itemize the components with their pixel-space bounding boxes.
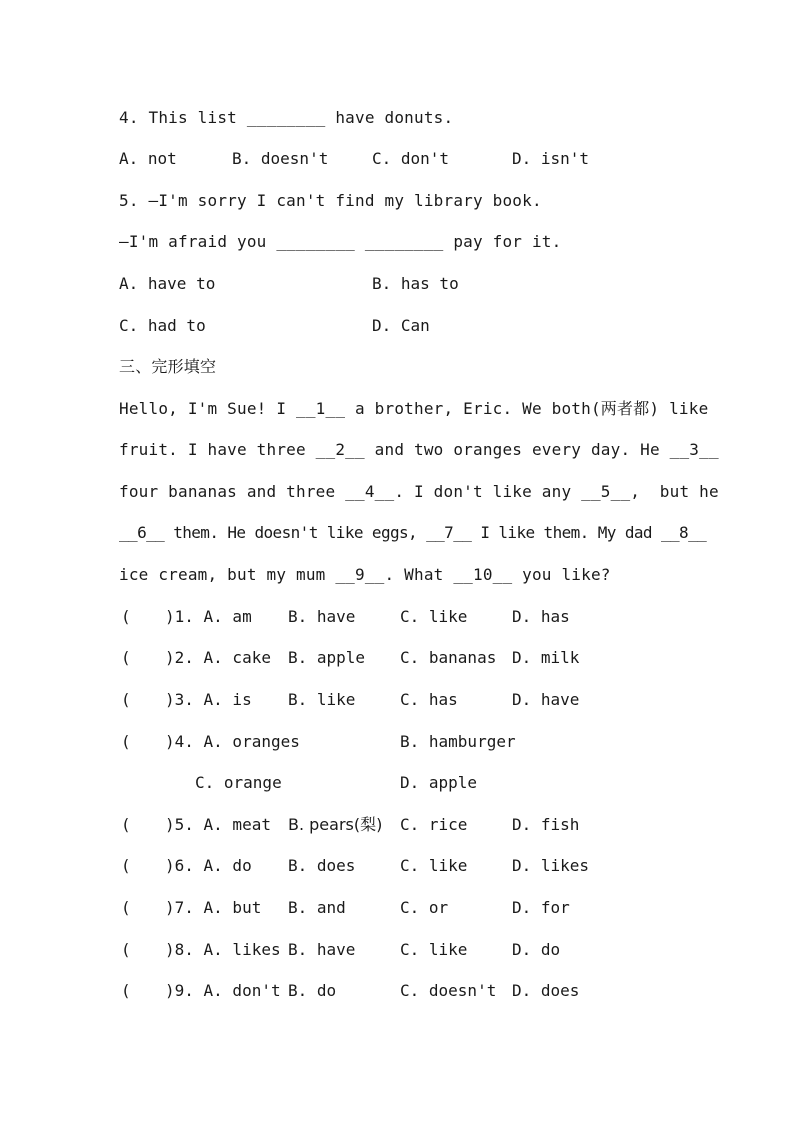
q4-option-b: B. doesn't: [232, 149, 329, 168]
item-8-option-c: C. like: [400, 940, 468, 959]
question-5-stem-2: —I'm afraid you ________ ________ pay for it.: [119, 232, 562, 251]
item-2-paren: (: [121, 648, 131, 667]
question-4-stem: 4. This list ________ have donuts.: [119, 108, 454, 127]
question-5-stem: 5. —I'm sorry I can't find my library book.: [119, 191, 542, 210]
item-8-paren: (: [121, 940, 131, 959]
item-1-option-b: B. have: [288, 607, 356, 626]
item-4-option-d: D. apple: [400, 773, 478, 792]
item-5-paren: (: [121, 815, 131, 834]
item-2-option-a: )2. A. cake: [165, 648, 271, 667]
item-7-option-c: C. or: [400, 898, 449, 917]
item-6-paren: (: [121, 856, 131, 875]
item-9-option-a: )9. A. don't: [165, 981, 281, 1000]
passage-line-3: four bananas and three __4__. I don't like any __5__, but he: [119, 482, 719, 501]
item-9-paren: (: [121, 981, 131, 1000]
q5-option-c: C. had to: [119, 316, 206, 335]
item-2-option-d: D. milk: [512, 648, 580, 667]
item-4-option-b: B. hamburger: [400, 732, 516, 751]
item-6-option-d: D. likes: [512, 856, 590, 875]
item-4-option-a: )4. A. oranges: [165, 732, 300, 751]
item-5-option-c: C. rice: [400, 815, 468, 834]
item-8-option-d: D. do: [512, 940, 561, 959]
item-6-option-c: C. like: [400, 856, 468, 875]
item-9-option-d: D. does: [512, 981, 580, 1000]
section-3-title: 三、完形填空: [119, 357, 217, 376]
q5-option-a: A. have to: [119, 274, 216, 293]
item-2-option-b: B. apple: [288, 648, 366, 667]
item-1-paren: (: [121, 607, 131, 626]
passage-line-1: Hello, I'm Sue! I __1__ a brother, Eric. We both(两者都) like: [119, 399, 709, 418]
item-8-option-b: B. have: [288, 940, 356, 959]
passage-line-2: fruit. I have three __2__ and two oranges every day. He __3__: [119, 440, 719, 459]
item-1-option-d: D. has: [512, 607, 570, 626]
item-9-option-c: C. doesn't: [400, 981, 497, 1000]
passage-line-5: ice cream, but my mum __9__. What __10__ you like?: [119, 565, 611, 584]
item-5-option-d: D. fish: [512, 815, 580, 834]
q4-option-a: A. not: [119, 149, 177, 168]
q4-option-c: C. don't: [372, 149, 450, 168]
item-7-option-b: B. and: [288, 898, 346, 917]
item-9-option-b: B. do: [288, 981, 337, 1000]
item-3-paren: (: [121, 690, 131, 709]
item-3-option-a: )3. A. is: [165, 690, 252, 709]
item-1-option-a: )1. A. am: [165, 607, 252, 626]
item-4-paren: (: [121, 732, 131, 751]
item-3-option-d: D. have: [512, 690, 580, 709]
item-5-option-b: B. pears(梨): [288, 815, 383, 834]
item-7-paren: (: [121, 898, 131, 917]
item-3-option-b: B. like: [288, 690, 356, 709]
q5-option-d: D. Can: [372, 316, 430, 335]
q4-option-d: D. isn't: [512, 149, 590, 168]
passage-line-4: __6__ them. He doesn't like eggs, __7__ I like them. My dad __8__: [119, 523, 707, 542]
item-7-option-d: D. for: [512, 898, 570, 917]
item-7-option-a: )7. A. but: [165, 898, 262, 917]
item-6-option-a: )6. A. do: [165, 856, 252, 875]
item-3-option-c: C. has: [400, 690, 458, 709]
item-2-option-c: C. bananas: [400, 648, 497, 667]
item-6-option-b: B. does: [288, 856, 356, 875]
item-1-option-c: C. like: [400, 607, 468, 626]
item-5-option-a: )5. A. meat: [165, 815, 271, 834]
q5-option-b: B. has to: [372, 274, 459, 293]
item-8-option-a: )8. A. likes: [165, 940, 281, 959]
item-4-option-c: C. orange: [195, 773, 282, 792]
